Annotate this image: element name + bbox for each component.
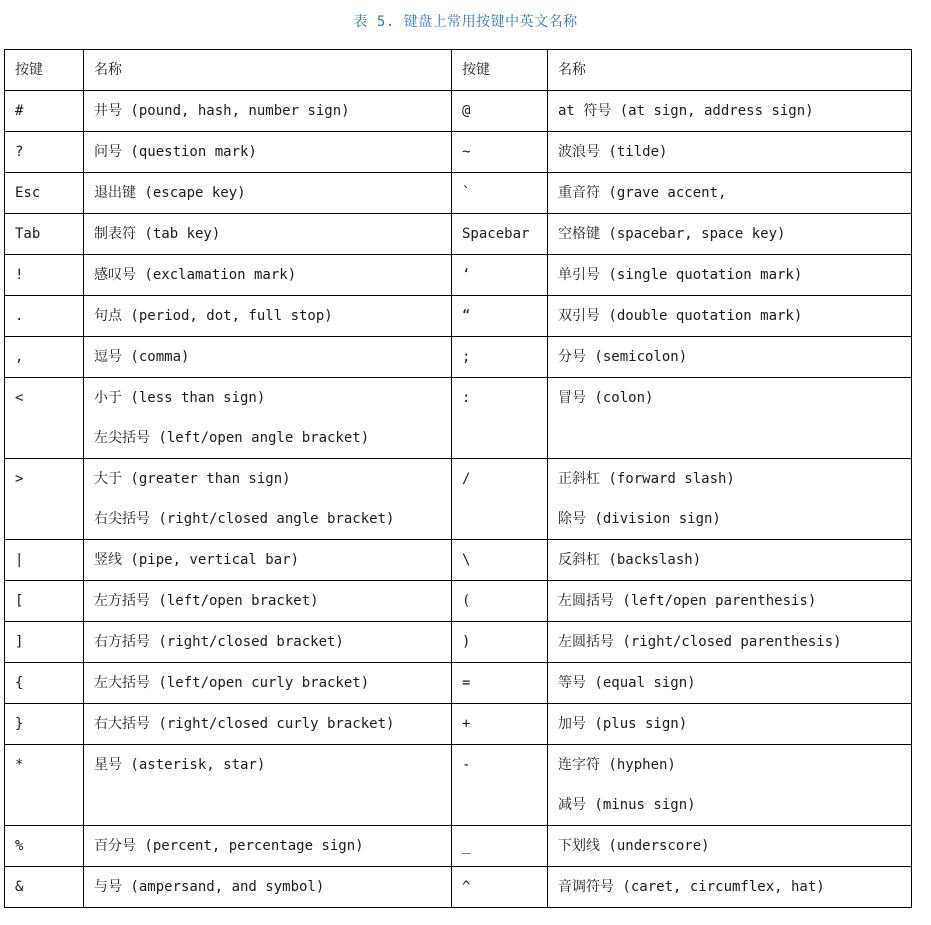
table-row [5, 826, 912, 867]
name-cell: 左方括号 (left/open bracket) [84, 581, 452, 622]
name-cell: 制表符 (tab key) [84, 214, 452, 255]
name-cell: 小于 (less than sign) 左尖括号 (left/open angle bracket) [84, 378, 452, 459]
key-cell: ( [452, 581, 548, 622]
key-cell: % [5, 826, 84, 867]
key-cell: * [5, 745, 84, 826]
name-cell: 单引号 (single quotation mark) [548, 255, 912, 296]
name-cell: 左大括号 (left/open curly bracket) [84, 663, 452, 704]
name-cell: 双引号 (double quotation mark) [548, 296, 912, 337]
key-cell: & [5, 867, 84, 908]
name-cell: 空格键 (spacebar, space key) [548, 214, 912, 255]
name-cell: 音调符号 (caret, circumflex, hat) [548, 867, 912, 908]
key-cell: . [5, 296, 84, 337]
name-cell: 右方括号 (right/closed bracket) [84, 622, 452, 663]
key-cell: ‘ [452, 255, 548, 296]
key-cell: Spacebar [452, 214, 548, 255]
name-cell: 连字符 (hyphen) 减号 (minus sign) [548, 745, 912, 826]
key-cell: Esc [5, 173, 84, 214]
key-cell: = [452, 663, 548, 704]
table-row [5, 296, 912, 337]
name-cell: 左圆括号 (left/open parenthesis) [548, 581, 912, 622]
key-cell: , [5, 337, 84, 378]
name-cell: 加号 (plus sign) [548, 704, 912, 745]
key-cell: ? [5, 132, 84, 173]
table-row [5, 255, 912, 296]
header-key-1: 按键 [5, 50, 84, 91]
name-cell: 等号 (equal sign) [548, 663, 912, 704]
name-cell: 井号 (pound, hash, number sign) [84, 91, 452, 132]
name-cell: 逗号 (comma) [84, 337, 452, 378]
name-cell: 问号 (question mark) [84, 132, 452, 173]
table-row [5, 214, 912, 255]
table-row [5, 704, 912, 745]
name-cell: 百分号 (percent, percentage sign) [84, 826, 452, 867]
table-row [5, 91, 912, 132]
name-cell: 波浪号 (tilde) [548, 132, 912, 173]
name-cell: 感叹号 (exclamation mark) [84, 255, 452, 296]
name-cell: 正斜杠 (forward slash) 除号 (division sign) [548, 459, 912, 540]
key-cell: } [5, 704, 84, 745]
table-row [5, 622, 912, 663]
table-row [5, 337, 912, 378]
key-cell: ` [452, 173, 548, 214]
name-cell: 下划线 (underscore) [548, 826, 912, 867]
name-cell: 退出键 (escape key) [84, 173, 452, 214]
keyboard-keys-table [4, 49, 912, 908]
key-cell: : [452, 378, 548, 459]
name-cell: 左圆括号 (right/closed parenthesis) [548, 622, 912, 663]
header-key-2: 按键 [452, 50, 548, 91]
name-cell: 右大括号 (right/closed curly bracket) [84, 704, 452, 745]
name-cell: 重音符 (grave accent, [548, 173, 912, 214]
header-name-1: 名称 [84, 50, 452, 91]
name-cell: 竖线 (pipe, vertical bar) [84, 540, 452, 581]
key-cell: \ [452, 540, 548, 581]
key-cell: ! [5, 255, 84, 296]
key-cell: ^ [452, 867, 548, 908]
key-cell: - [452, 745, 548, 826]
key-cell: Tab [5, 214, 84, 255]
table-caption: 表 5. 键盘上常用按键中英文名称 [353, 14, 578, 30]
name-cell: at 符号 (at sign, address sign) [548, 91, 912, 132]
key-cell: + [452, 704, 548, 745]
key-cell: _ [452, 826, 548, 867]
name-cell: 句点 (period, dot, full stop) [84, 296, 452, 337]
key-cell: < [5, 378, 84, 459]
name-cell: 冒号 (colon) [548, 378, 912, 459]
key-cell: { [5, 663, 84, 704]
key-cell: # [5, 91, 84, 132]
table-row [5, 745, 912, 826]
key-cell: ; [452, 337, 548, 378]
table-row [5, 581, 912, 622]
table-row [5, 459, 912, 540]
key-cell: @ [452, 91, 548, 132]
key-cell: “ [452, 296, 548, 337]
key-cell: | [5, 540, 84, 581]
name-cell: 反斜杠 (backslash) [548, 540, 912, 581]
key-cell: ) [452, 622, 548, 663]
key-cell: [ [5, 581, 84, 622]
table-row [5, 867, 912, 908]
name-cell: 星号 (asterisk, star) [84, 745, 452, 826]
key-cell: ~ [452, 132, 548, 173]
table-row [5, 173, 912, 214]
key-cell: / [452, 459, 548, 540]
table-row [5, 540, 912, 581]
key-cell: ] [5, 622, 84, 663]
table-row [5, 378, 912, 459]
name-cell: 大于 (greater than sign) 右尖括号 (right/closed angle bracket) [84, 459, 452, 540]
table-row [5, 663, 912, 704]
table-row [5, 132, 912, 173]
table-header-row [5, 50, 912, 91]
header-name-2: 名称 [548, 50, 912, 91]
key-cell: > [5, 459, 84, 540]
name-cell: 与号 (ampersand, and symbol) [84, 867, 452, 908]
name-cell: 分号 (semicolon) [548, 337, 912, 378]
